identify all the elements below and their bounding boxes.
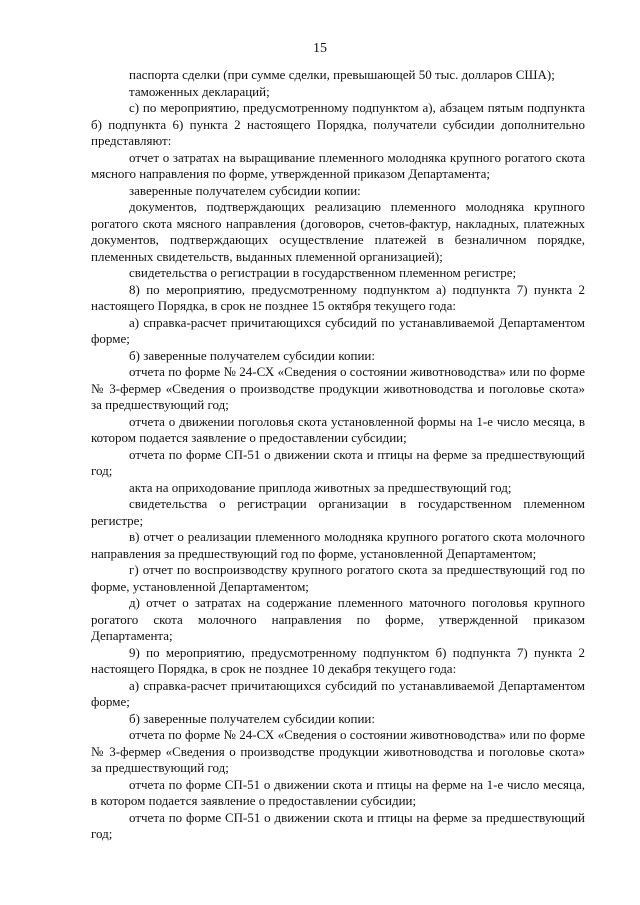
paragraph: свидетельства о регистрации организации в государственном племенном регистре; — [91, 496, 585, 528]
paragraph: отчета о движении поголовья скота установленной формы на 1-е число месяца, в котором подается заявление о предоставлении субсидии; — [91, 413, 585, 445]
paragraph: отчет о затратах на выращивание племенного молодняка крупного рогатого скота мясного направления по форме, утвержденной приказом Департамента; — [91, 149, 585, 181]
paragraph: д) отчет о затратах на содержание племенного маточного поголовья крупного рогатого скота молочного направления по форме, утвержденной приказом Департамента; — [91, 595, 585, 643]
paragraph: заверенные получателем субсидии копии: — [129, 182, 361, 198]
paragraph: отчета по форме СП-51 о движении скота и птицы на ферме на 1-е число месяца, в котором подается заявление о предоставлении субсидии; — [91, 776, 585, 808]
paragraph: свидетельства о регистрации в государственном племенном регистре; — [129, 265, 517, 280]
paragraph: с) по мероприятию, предусмотренному подпунктом а), абзацем пятым подпункта б) подпункта 6) пункта 2 настоящего Порядка, получатели субсидии дополнительно представляют: — [91, 100, 585, 148]
paragraph: отчета по форме СП-51 о движении скота и птицы на ферме за предшествующий год; — [91, 809, 585, 841]
page-number: 15 — [313, 41, 327, 56]
paragraph: акта на оприходование приплода животных за предшествующий год; — [129, 479, 512, 495]
paragraph: а) справка-расчет причитающихся субсидий по устанавливаемой Департаментом форме; — [91, 677, 585, 709]
paragraph: отчета по форме № 24-СХ «Сведения о состоянии животноводства» или по форме № 3-фермер «Сведения о производстве продукции животноводства и поголовье скота» за предшествующий год; — [91, 364, 585, 412]
paragraph: а) справка-расчет причитающихся субсидий по устанавливаемой Департаментом форме; — [91, 314, 585, 346]
paragraph: отчета по форме № 24-СХ «Сведения о состоянии животноводства» или по форме № 3-фермер «Сведения о производстве продукции животноводства и поголовье скота» за предшествующий год; — [91, 727, 585, 775]
document-body — [91, 67, 585, 843]
paragraph: 8) по мероприятию, предусмотренному подпунктом а) подпункта 7) пункта 2 настоящего Порядка, в срок не позднее 15 октября текущего года: — [91, 281, 585, 313]
paragraph: отчета по форме СП-51 о движении скота и птицы на ферме за предшествующий год; — [91, 446, 585, 478]
paragraph: б) заверенные получателем субсидии копии: — [129, 347, 375, 363]
paragraph: 9) по мероприятию, предусмотренному подпунктом б) подпункта 7) пункта 2 настоящего Порядка, в срок не позднее 10 декабря текущего года: — [91, 644, 585, 676]
paragraph: б) заверенные получателем субсидии копии: — [129, 710, 375, 726]
paragraph: документов, подтверждающих реализацию племенного молодняка крупного рогатого скота мясного направления (договоров, счетов-фактур, накладных, платежных документов, подтверждающих осуществление платежей в безналичном порядке, племенных свидетельств, выданных племенной организацией); — [91, 199, 585, 264]
paragraph: паспорта сделки (при сумме сделки, превышающей 50 тыс. долларов США); — [129, 67, 555, 82]
paragraph: в) отчет о реализации племенного молодняка крупного рогатого скота молочного направления за предшествующий год по форме, установленной Департаментом; — [91, 529, 585, 561]
paragraph: г) отчет по воспроизводству крупного рогатого скота за предшествующий год по форме, установленной Департаментом; — [91, 562, 585, 594]
paragraph: таможенных деклараций; — [129, 83, 270, 99]
